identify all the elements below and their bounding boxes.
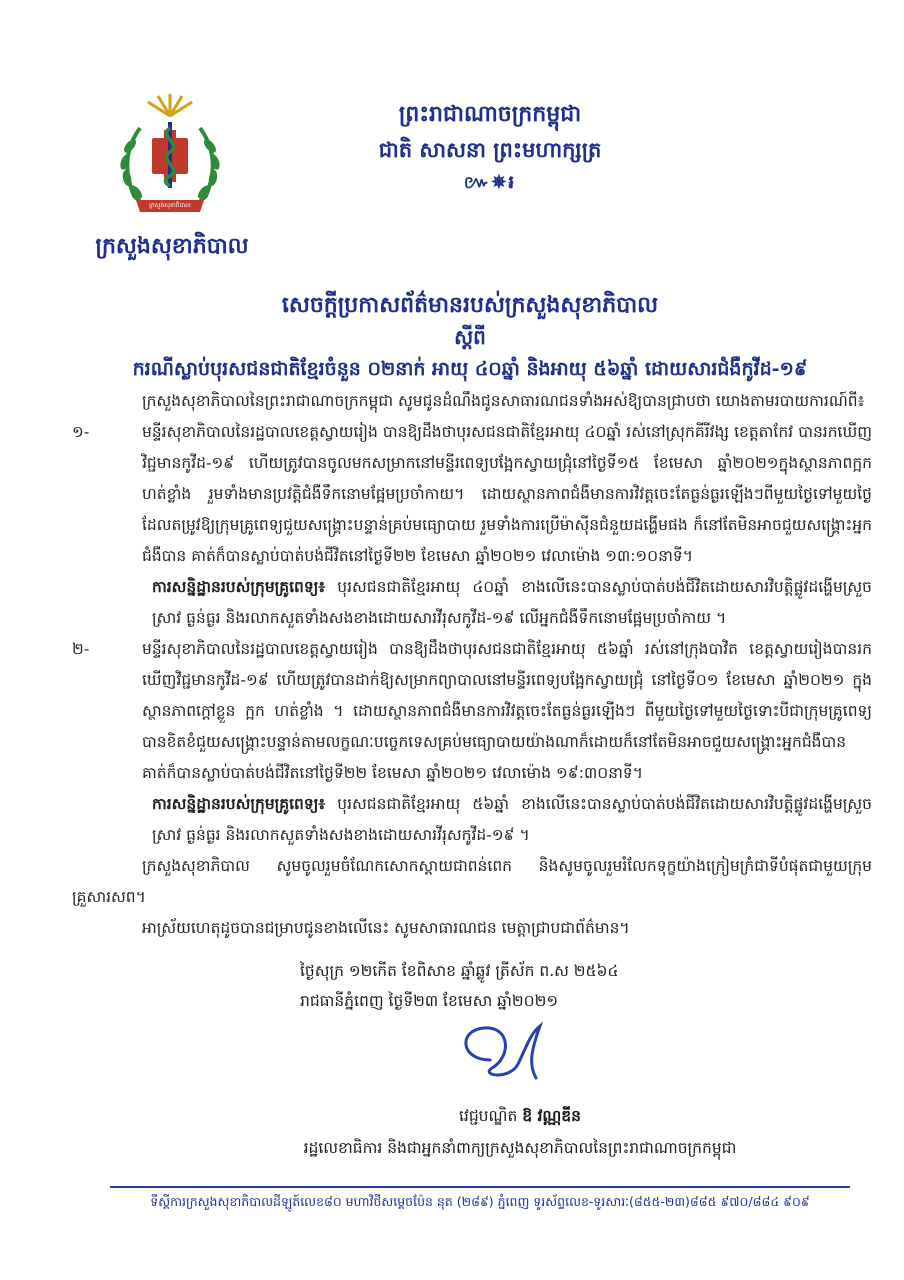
signer-position: រដ្ឋលេខាធិការ និងជាអ្នកនាំពាក្យក្រសួងសុខាភិបាលនៃព្រះរាជាណាចក្រកម្ពុជា <box>303 1139 737 1157</box>
ministry-name: ក្រសួងសុខាភិបាល <box>95 233 249 259</box>
signature-mark <box>440 1020 560 1090</box>
national-motto: ជាតិ សាសនា ព្រះមហាក្សត្រ <box>378 137 602 162</box>
footer-divider <box>110 1186 850 1188</box>
case-item <box>72 417 872 572</box>
conclusion-label: ការសន្និដ្ឋានរបស់ក្រុមគ្រូពេទ្យ៖ <box>152 795 326 813</box>
signer-block <box>160 1100 880 1164</box>
closing-paragraph: អាស្រ័យហេតុដូចបានជម្រាបជូនខាងលើនេះ សូមសាធារណជន មេត្តាជ្រាបជាព័ត៌មាន។ <box>142 919 630 937</box>
lunar-date: ថ្ងៃសុក្រ ១២កើត ខែពិសាខ ឆ្នាំឆ្លូវ ត្រីស័ក ព.ស ២៥៦៤ <box>300 962 619 980</box>
signer-name: ឱ វណ្ណឌីន <box>522 1107 581 1125</box>
date-block <box>300 956 800 1016</box>
signer-title: វេជ្ជបណ្ឌិត <box>459 1107 523 1125</box>
ornament-divider: ៚✵៛ <box>463 172 517 193</box>
kingdom-title: ព្រះរាជាណាចក្រកម្ពុជា <box>398 101 582 127</box>
case-description: មន្ទីរសុខាភិបាលនៃរដ្ឋបាលខេត្តស្វាយរៀង បានឱ្យដឹងថាបុរសជនជាតិខ្មែរអាយុ ៥៦ឆ្នាំ រស់នៅក្រុងបាវិត ខេត្តស្វាយរៀងបានរកឃើញវិជ្ជមានកូវីដ-១៩ ហើយត្រូវបានដាក់ឱ្យសម្រាកព្យាបាលនៅមន្ទីរពេទ្យបង្អែកស្វាយជ្រុំ នៅថ្ងៃទី០១ ខែមេសា ឆ្នាំ២០២១ ក្នុងស្ថានភាពក្តៅខ្លួន ក្អក ហត់ខ្លាំង ។ ដោយស្ថានភាពជំងឺមានការវិវត្តចេះតែធ្ងន់ធ្ងរឡើងៗ ពីមួយថ្ងៃទៅមួយថ្ងៃទោះបីជាក្រុមគ្រូពេទ្យបានខិតខំជួយសង្គ្រោះបន្ទាន់តាមលក្ខណៈបច្ចេកទេសគ្រប់មធ្យោបាយយ៉ាងណាក៏ដោយក៏នៅតែមិនអាចជួយសង្គ្រោះអ្នកជំងឺបាន គាត់ក៏បានស្លាប់បាត់បង់ជីវិតនៅថ្ងៃទី២២ ខែមេសា ឆ្នាំ២០២១ វេលាម៉ោង ១៩:៣០នាទី។ <box>142 640 872 782</box>
announcement-title <box>120 288 820 386</box>
footer-address: ទីស្តីការក្រសួងសុខាភិបាលដីឡូត៍លេខ៨០ មហាវិថីសម្តេចប៉ែន នុត (២៨៩) ភ្នំពេញ ទូរស័ព្ទលេខ-ទូរសារៈ(៨៥៥-២៣)៨៨៥ ៩៧០/៨៨៤ ៩០៩ <box>150 1194 810 1209</box>
logo-ribbon-text: ក្រសួងសុខាភិបាល <box>149 202 191 209</box>
conclusion-text: បុរសជនជាតិខ្មែរអាយុ ៥៦ឆ្នាំ ខាងលើនេះបានស្លាប់បាត់បង់ជីវិតដោយសារវិបត្តិផ្លូវដង្ហើមស្រួចស្រាវ ធ្ងន់ធ្ងរ និងរលាកសួតទាំងសងខាងដោយសារវីរុសកូវីដ-១៩ ។ <box>152 795 872 844</box>
announcement-body <box>72 386 872 944</box>
conclusion-text: បុរសជនជាតិខ្មែរអាយុ ៤០ឆ្នាំ ខាងលើនេះបានស្លាប់បាត់បង់ជីវិតដោយសារវិបត្តិផ្លូវដង្ហើមស្រួចស្រាវ ធ្ងន់ធ្ងរ និងរលាកសួតទាំងសងខាងដោយសារវីរុសកូវីដ-១៩ លើអ្នកជំងឺទឹកនោមផ្អែមប្រចាំកាយ ។ <box>152 578 872 627</box>
case-number: ១- <box>72 423 90 441</box>
case-description: មន្ទីរសុខាភិបាលនៃរដ្ឋបាលខេត្តស្វាយរៀង បានឱ្យដឹងថាបុរសជនជាតិខ្មែរអាយុ ៤០ឆ្នាំ រស់នៅស្រុកគីរីវង្ស ខេត្តតាកែវ បានរកឃើញវិជ្ជមានកូវីដ-១៩ ហើយត្រូវបានចូលមកសម្រាកនៅមន្ទីរពេទ្យបង្អែកស្វាយជ្រុំនៅថ្ងៃទី១៥ ខែមេសា ឆ្នាំ២០២១ក្នុងស្ថានភាពក្អក ហត់ខ្លាំង រួមទាំងមានប្រវត្តិជំងឺទឹកនោមផ្អែមប្រចាំកាយ។ ដោយស្ថានភាពជំងឺមានការវិវត្តចេះតែធ្ងន់ធ្ងរឡើងៗពីមួយថ្ងៃទៅមួយថ្ងៃ ដែលតម្រូវឱ្យក្រុមគ្រូពេទ្យជួយសង្គ្រោះបន្ទាន់គ្រប់មធ្យោបាយ រួមទាំងការប្រើម៉ាស៊ីនជំនួយដង្ហើមផង ក៏នៅតែមិនអាចជួយសង្គ្រោះអ្នកជំងឺបាន គាត់ក៏បានស្លាប់បាត់បង់ជីវិតនៅថ្ងៃទី២២ ខែមេសា ឆ្នាំ២០២១ វេលាម៉ោង ១៣:១០នាទី។ <box>142 423 872 565</box>
case-number: ២- <box>72 640 90 658</box>
case-item <box>72 634 872 789</box>
title-line-1: សេចក្តីប្រកាសព័ត៌មានរបស់ក្រសួងសុខាភិបាល <box>281 292 659 318</box>
title-line-3: ករណីស្លាប់បុរសជនជាតិខ្មែរចំនួន ០២នាក់ អាយុ ៤០ឆ្នាំ និងអាយុ ៥៦ឆ្នាំ ដោយសារជំងឺកូវីដ-១៩ <box>132 358 808 380</box>
title-line-2: ស្តីពី <box>454 325 486 349</box>
kingdom-header <box>300 96 680 198</box>
conclusion-label: ការសន្និដ្ឋានរបស់ក្រុមគ្រូពេទ្យ៖ <box>152 578 326 596</box>
case-conclusion <box>72 572 872 634</box>
solar-date: រាជធានីភ្នំពេញ ថ្ងៃទី២៣ ខែមេសា ឆ្នាំ២០២១ <box>300 992 559 1010</box>
condolence-paragraph: ក្រសួងសុខាភិបាល សូមចូលរួមចំណែកសោកស្តាយជាពន់ពេក និងសូមចូលរួមរំលែកទុក្ខយ៉ាងក្រៀមក្រំជាទីបំផុតជាមួយក្រុមគ្រួសារសព។ <box>72 857 872 906</box>
intro-paragraph: ក្រសួងសុខាភិបាលនៃព្រះរាជាណាចក្រកម្ពុជា សូមជូនដំណឹងជូនសាធារណជនទាំងអស់ឱ្យបានជ្រាបថា យោងតាមរបាយការណ៍ពី៖ <box>142 392 865 410</box>
case-conclusion <box>72 789 872 851</box>
